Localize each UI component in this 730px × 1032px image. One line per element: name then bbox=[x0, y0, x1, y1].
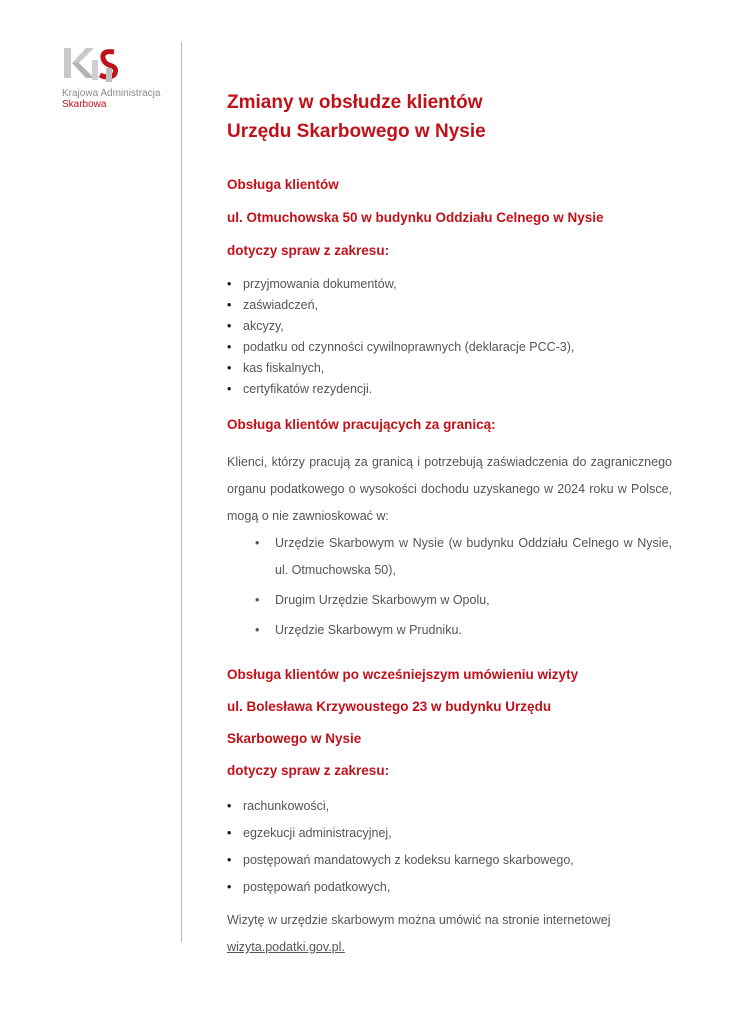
section-appointments bbox=[227, 659, 672, 961]
document-content bbox=[227, 88, 672, 961]
section2-paragraph: Klienci, którzy pracują za granicą i potrzebują zaświadczenia do zagranicznego organu podatkowego o wysokości dochodu uzyskanego w 2024 roku w Polsce, mogą o nie zawnioskować w: bbox=[227, 455, 672, 523]
section3-heading1: Obsługa klientów po wcześniejszym umówieniu wizyty bbox=[227, 667, 579, 682]
logo-line1: Krajowa Administracja bbox=[62, 88, 161, 99]
list-item: • Urzędzie Skarbowym w Nysie (w budynku Oddziału Celnego w Nysie, ul. Otmuchowska 50), bbox=[255, 530, 672, 584]
logo-line2: Skarbowa bbox=[62, 99, 107, 110]
list-item: • rachunkowości, bbox=[227, 793, 672, 820]
list-item: • przyjmowania dokumentów, bbox=[227, 274, 672, 295]
kas-emblem-icon bbox=[62, 44, 120, 84]
appointment-link[interactable]: wizyta.podatki.gov.pl. bbox=[227, 940, 345, 954]
section1-heading1: Obsługa klientów bbox=[227, 177, 339, 192]
section-abroad-workers bbox=[227, 410, 672, 644]
section3-heading2: ul. Bolesława Krzywoustego 23 w budynku Urzędu bbox=[227, 699, 552, 714]
section3-heading4: dotyczy spraw z zakresu: bbox=[227, 763, 390, 778]
section-customer-service bbox=[227, 170, 672, 400]
section1-list bbox=[227, 274, 672, 400]
section1-heading2: ul. Otmuchowska 50 w budynku Oddziału Celnego w Nysie bbox=[227, 210, 604, 225]
section1-heading3: dotyczy spraw z zakresu: bbox=[227, 243, 390, 258]
logo-text bbox=[62, 88, 182, 110]
list-item: • egzekucji administracyjnej, bbox=[227, 820, 672, 847]
appointment-info: Wizytę w urzędzie skarbowym można umówić na stronie internetowej bbox=[227, 913, 611, 927]
page-title bbox=[227, 88, 672, 146]
list-item: • postępowań mandatowych z kodeksu karnego skarbowego, bbox=[227, 847, 672, 874]
list-item: • podatku od czynności cywilnoprawnych (deklaracje PCC-3), bbox=[227, 337, 672, 358]
list-item: • kas fiskalnych, bbox=[227, 358, 672, 379]
section3-list bbox=[227, 793, 672, 901]
section2-heading: Obsługa klientów pracujących za granicą: bbox=[227, 417, 496, 432]
list-item: • certyfikatów rezydencji. bbox=[227, 379, 672, 400]
list-item: • zaświadczeń, bbox=[227, 295, 672, 316]
vertical-divider bbox=[181, 42, 182, 942]
list-item: • postępowań podatkowych, bbox=[227, 874, 672, 901]
title-line2: Urzędu Skarbowego w Nysie bbox=[227, 121, 486, 142]
section3-heading3: Skarbowego w Nysie bbox=[227, 731, 362, 746]
kas-logo bbox=[62, 44, 182, 110]
section2-list bbox=[227, 530, 672, 644]
title-line1: Zmiany w obsłudze klientów bbox=[227, 92, 483, 113]
list-item: • Urzędzie Skarbowym w Prudniku. bbox=[255, 617, 672, 644]
list-item: • Drugim Urzędzie Skarbowym w Opolu, bbox=[255, 587, 672, 614]
list-item: • akcyzy, bbox=[227, 316, 672, 337]
